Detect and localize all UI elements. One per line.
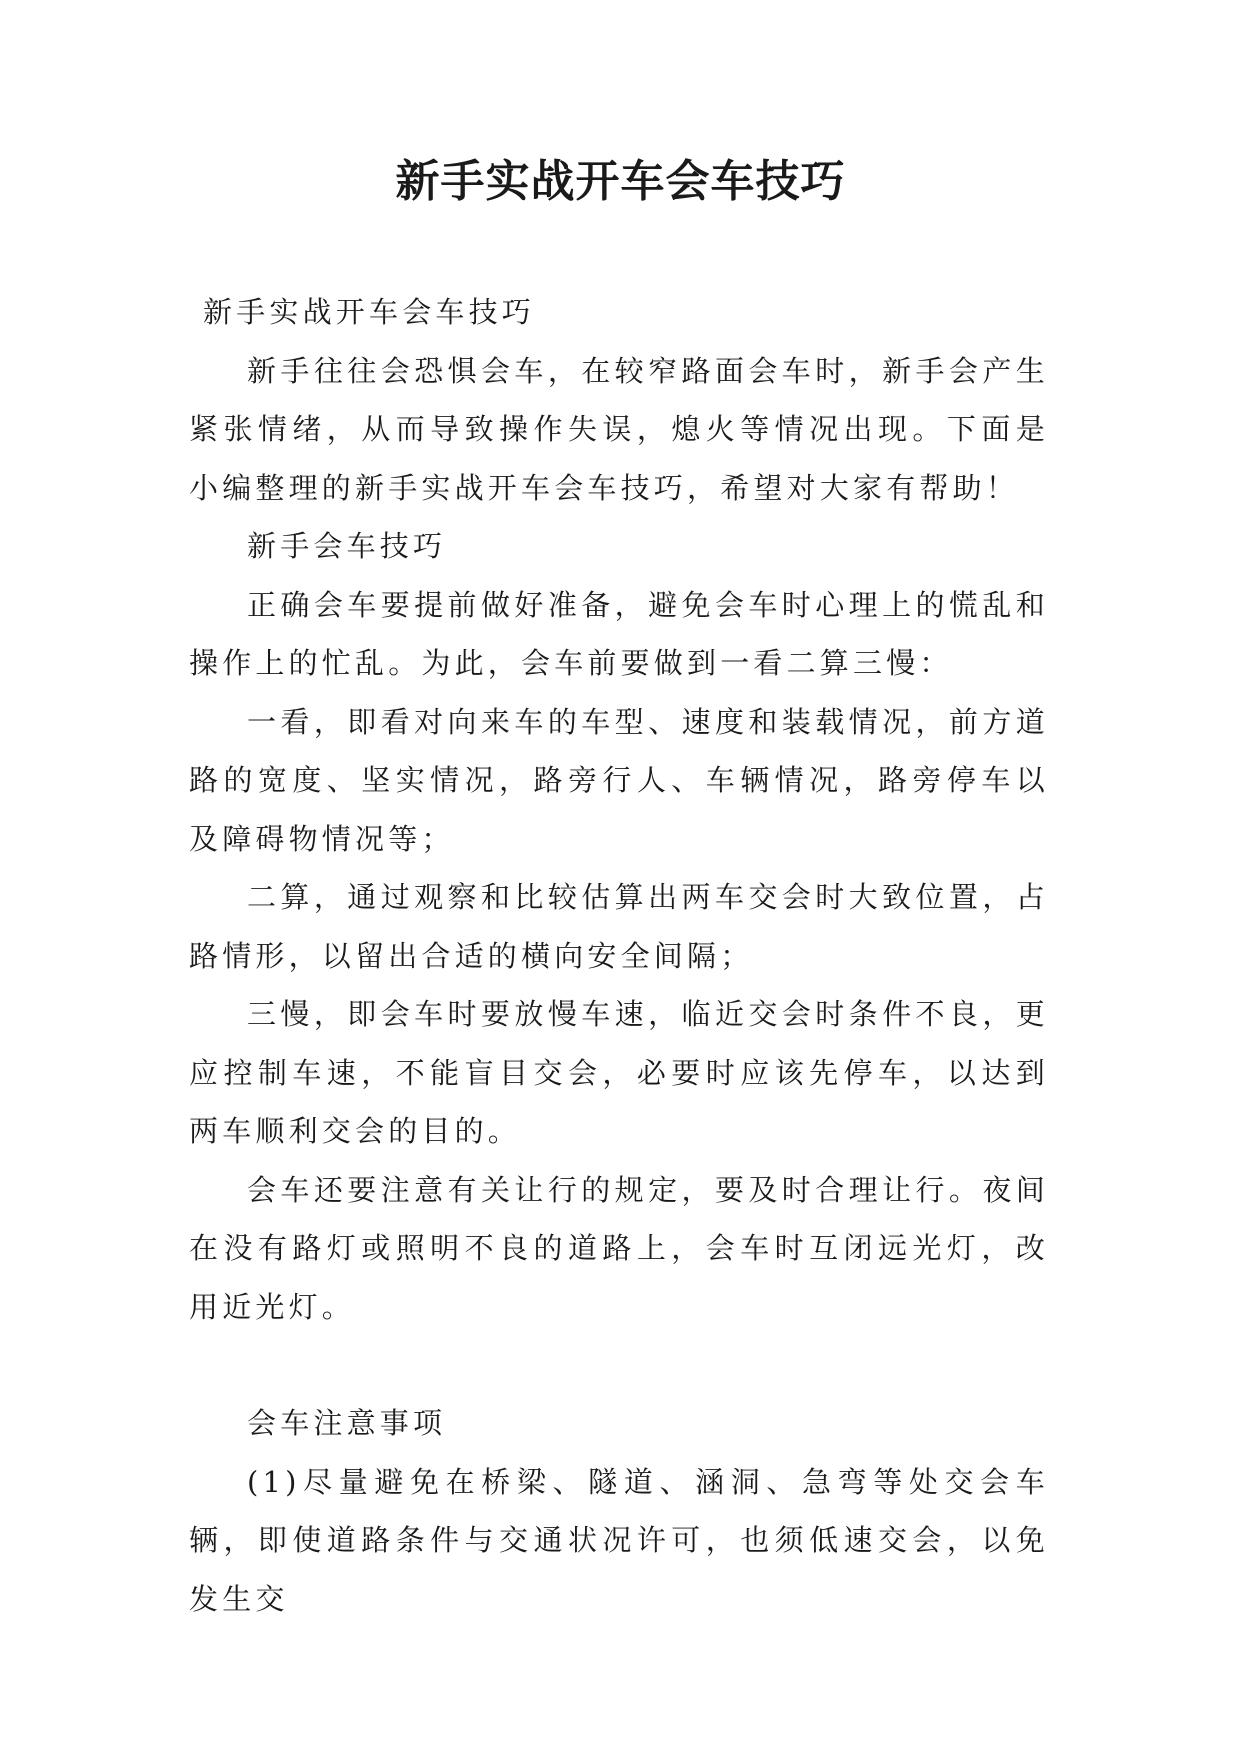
section-heading-tips: 新手会车技巧 (247, 529, 447, 563)
paragraph-estimate: 二算，通过观察和比较估算出两车交会时大致位置，占路情形，以留出合适的横向安全间隔； (189, 880, 1049, 973)
blank-line (189, 1336, 1049, 1394)
paragraph-look: 一看，即看对向来车的车型、速度和装载情况，前方道路的宽度、坚实情况，路旁行人、车辆情况，路旁停车以及障碍物情况等； (189, 704, 1049, 856)
paragraph-slow: 三慢，即会车时要放慢车速，临近交会时条件不良，更应控制车速，不能盲目交会，必要时应该先停车，以达到两车顺利交会的目的。 (189, 997, 1049, 1148)
document-body (189, 283, 1049, 1628)
intro-heading: 新手实战开车会车技巧 (203, 295, 536, 329)
paragraph-yield: 会车还要注意有关让行的规定，要及时合理让行。夜间在没有路灯或照明不良的道路上，会车时互闭远光灯，改用近光灯。 (189, 1172, 1049, 1324)
paragraph-preparation: 正确会车要提前做好准备，避免会车时心理上的慌乱和操作上的忙乱。为此，会车前要做到一看二算三慢： (189, 587, 1049, 680)
paragraph-intro: 新手往往会恐惧会车，在较窄路面会车时，新手会产生紧张情绪，从而导致操作失误，熄火等情况出现。下面是小编整理的新手实战开车会车技巧，希望对大家有帮助！ (189, 353, 1049, 505)
paragraph-note-1: (1)尽量避免在桥梁、隧道、涵洞、急弯等处交会车辆，即使道路条件与交通状况许可，也须低速交会，以免发生交 (189, 1464, 1049, 1616)
section-heading-notes: 会车注意事项 (247, 1406, 447, 1440)
document-title: 新手实战开车会车技巧 (395, 156, 846, 207)
